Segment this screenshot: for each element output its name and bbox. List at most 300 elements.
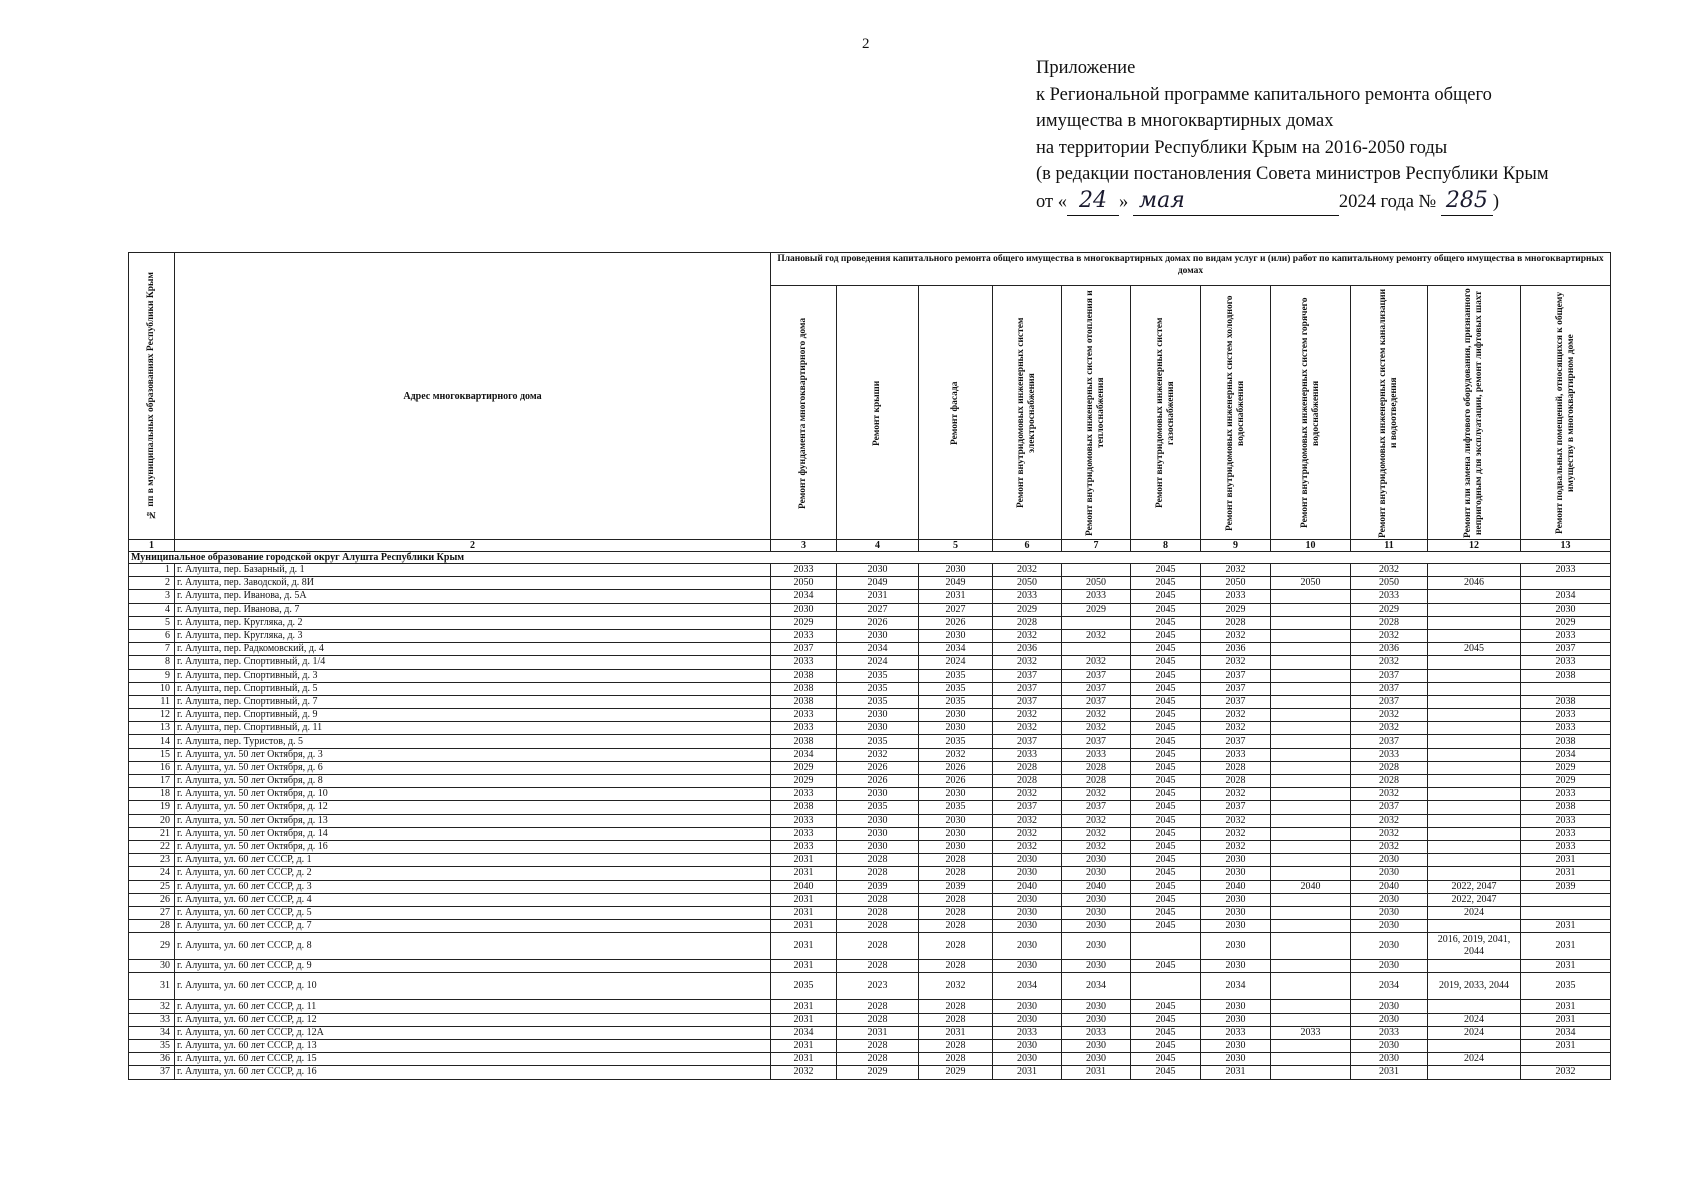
column-number: 13 [1521,540,1611,552]
page-number: 2 [862,36,870,52]
year-cell: 2030 [1351,867,1428,880]
year-cell: 2028 [919,960,993,973]
year-cell: 2035 [837,695,919,708]
year-cell [1271,893,1351,906]
table-row [129,827,1611,840]
table-row [129,1000,1611,1013]
year-cell [1428,656,1521,669]
year-cell: 2037 [1062,735,1131,748]
year-cell: 2031 [1521,1013,1611,1026]
column-number: 11 [1351,540,1428,552]
year-cell: 2024 [837,656,919,669]
year-cell: 2030 [919,629,993,642]
date-prefix: от « [1036,191,1067,212]
year-cell: 2032 [1351,564,1428,577]
year-cell: 2030 [919,840,993,853]
year-cell: 2031 [771,920,837,933]
year-cell: 2040 [771,880,837,893]
year-cell [1521,893,1611,906]
row-number: 24 [129,867,175,880]
table-row [129,748,1611,761]
address-cell: г. Алушта, ул. 60 лет СССР, д. 11 [175,1000,771,1013]
year-cell: 2030 [919,827,993,840]
address-cell: г. Алушта, пер. Кругляка, д. 3 [175,629,771,642]
row-number: 36 [129,1053,175,1066]
work-header: Ремонт внутридомовых инженерных систем горячего водоснабжения [1271,286,1351,540]
year-cell: 2031 [1521,1000,1611,1013]
year-cell: 2028 [837,893,919,906]
year-cell: 2032 [993,840,1062,853]
year-cell: 2039 [919,880,993,893]
plan-header: Плановый год проведения капитального ремонта общего имущества в многоквартирных домах по видам услуг и (или) работ по капитальному ремонту общего имущества в многоквартирных домах [771,253,1611,286]
address-cell: г. Алушта, ул. 60 лет СССР, д. 9 [175,960,771,973]
year-cell: 2050 [771,577,837,590]
address-cell: г. Алушта, ул. 60 лет СССР, д. 12 [175,1013,771,1026]
year-cell: 2045 [1131,1053,1201,1066]
year-cell: 2031 [1521,1040,1611,1053]
address-cell: г. Алушта, ул. 50 лет Октября, д. 10 [175,788,771,801]
year-cell: 2030 [837,564,919,577]
year-cell: 2037 [1201,735,1271,748]
year-cell [1271,564,1351,577]
year-cell: 2030 [1062,893,1131,906]
address-cell: г. Алушта, ул. 50 лет Октября, д. 14 [175,827,771,840]
year-cell: 2030 [837,788,919,801]
year-cell: 2037 [1201,682,1271,695]
address-cell: г. Алушта, ул. 60 лет СССР, д. 10 [175,973,771,1000]
table-row [129,880,1611,893]
address-cell: г. Алушта, ул. 60 лет СССР, д. 4 [175,893,771,906]
year-cell [1271,1053,1351,1066]
year-cell: 2039 [1521,880,1611,893]
header-line: на территории Республики Крым на 2016-2050 годы [1036,137,1448,158]
year-cell: 2031 [771,854,837,867]
year-cell [1271,709,1351,722]
year-cell: 2023 [837,973,919,1000]
year-cell: 2037 [993,695,1062,708]
year-cell: 2032 [993,788,1062,801]
year-cell: 2030 [1062,854,1131,867]
year-cell [1271,682,1351,695]
address-cell: г. Алушта, пер. Радкомовский, д. 4 [175,643,771,656]
year-cell: 2045 [1131,590,1201,603]
year-cell: 2030 [993,1013,1062,1026]
year-cell: 2045 [1131,960,1201,973]
year-cell [1271,669,1351,682]
year-cell [1271,1000,1351,1013]
column-number: 10 [1271,540,1351,552]
year-cell: 2030 [1062,1000,1131,1013]
year-cell: 2030 [993,960,1062,973]
year-cell [1428,564,1521,577]
year-cell: 2033 [1521,709,1611,722]
address-cell: г. Алушта, ул. 60 лет СССР, д. 2 [175,867,771,880]
year-cell: 2034 [771,590,837,603]
year-cell: 2030 [1201,1013,1271,1026]
year-cell: 2029 [1201,603,1271,616]
year-cell: 2030 [1351,893,1428,906]
year-cell: 2034 [919,643,993,656]
year-cell [1428,1066,1521,1079]
year-cell: 2031 [771,1053,837,1066]
year-cell [1428,788,1521,801]
year-cell [1521,577,1611,590]
year-cell: 2045 [1131,643,1201,656]
year-cell [1428,695,1521,708]
column-number: 4 [837,540,919,552]
year-cell: 2030 [1062,920,1131,933]
col-header-address: Адрес многоквартирного дома [175,253,771,540]
appendix-header [1036,55,1549,214]
year-cell: 2032 [1201,629,1271,642]
row-number: 28 [129,920,175,933]
year-cell: 2037 [1062,682,1131,695]
year-cell: 2030 [1201,920,1271,933]
table-row [129,722,1611,735]
year-cell: 2034 [1521,590,1611,603]
work-header: Ремонт фундамента многоквартирного дома [771,286,837,540]
row-number: 32 [129,1000,175,1013]
header-line: имущества в многоквартирных домах [1036,111,1334,131]
year-cell: 2028 [1351,775,1428,788]
year-cell: 2038 [771,735,837,748]
year-cell [1428,1000,1521,1013]
table-row [129,603,1611,616]
year-cell [1428,748,1521,761]
address-cell: г. Алушта, пер. Спортивный, д. 11 [175,722,771,735]
year-cell: 2033 [993,1026,1062,1039]
year-cell [1428,629,1521,642]
table-row [129,854,1611,867]
table-row [129,1066,1611,1079]
year-cell: 2035 [837,801,919,814]
row-number: 16 [129,761,175,774]
year-cell: 2034 [1351,973,1428,1000]
work-header: Ремонт внутридомовых инженерных систем газоснабжения [1131,286,1201,540]
year-cell [1428,827,1521,840]
year-cell [1428,735,1521,748]
year-cell: 2045 [1131,775,1201,788]
year-cell: 2038 [1521,669,1611,682]
year-cell: 2030 [993,1053,1062,1066]
year-cell: 2036 [993,643,1062,656]
year-cell: 2028 [919,1040,993,1053]
address-cell: г. Алушта, пер. Спортивный, д. 5 [175,682,771,695]
row-number: 13 [129,722,175,735]
year-cell [1271,788,1351,801]
table-row [129,775,1611,788]
year-cell: 2030 [1062,1013,1131,1026]
address-cell: г. Алушта, ул. 50 лет Октября, д. 12 [175,801,771,814]
year-cell: 2038 [1521,695,1611,708]
year-cell: 2028 [1351,761,1428,774]
year-cell [1271,840,1351,853]
year-cell: 2028 [919,906,993,919]
year-cell: 2035 [919,695,993,708]
year-cell: 2024 [919,656,993,669]
year-cell: 2028 [993,761,1062,774]
year-cell: 2028 [1062,775,1131,788]
year-cell: 2033 [1201,1026,1271,1039]
year-cell: 2037 [1062,801,1131,814]
year-cell: 2040 [1062,880,1131,893]
row-number: 15 [129,748,175,761]
table-row [129,1013,1611,1026]
year-cell: 2045 [1131,814,1201,827]
year-cell: 2032 [1351,709,1428,722]
year-cell: 2040 [1201,880,1271,893]
row-number: 34 [129,1026,175,1039]
year-cell: 2037 [1062,695,1131,708]
work-header: Ремонт или замена лифтового оборудования, признанного непригодным для эксплуатации, ремонт лифтовых шахт [1428,286,1521,540]
year-cell: 2031 [771,906,837,919]
year-cell: 2032 [771,1066,837,1079]
address-cell: г. Алушта, пер. Иванова, д. 7 [175,603,771,616]
table-row [129,682,1611,695]
year-cell: 2045 [1131,761,1201,774]
year-cell [1271,748,1351,761]
year-cell: 2033 [1062,748,1131,761]
address-cell: г. Алушта, пер. Спортивный, д. 3 [175,669,771,682]
year-cell: 2028 [993,775,1062,788]
year-cell: 2037 [1351,682,1428,695]
address-cell: г. Алушта, ул. 60 лет СССР, д. 5 [175,906,771,919]
address-cell: г. Алушта, ул. 50 лет Октября, д. 13 [175,814,771,827]
year-cell [1271,801,1351,814]
year-cell: 2033 [771,564,837,577]
year-cell [1271,695,1351,708]
year-cell: 2037 [993,682,1062,695]
year-cell [1271,933,1351,960]
year-cell: 2032 [1351,656,1428,669]
year-cell: 2030 [1062,906,1131,919]
year-cell: 2030 [1201,854,1271,867]
year-cell: 2022, 2047 [1428,880,1521,893]
year-cell: 2032 [1062,827,1131,840]
year-cell: 2030 [837,840,919,853]
year-cell: 2045 [1131,854,1201,867]
year-cell: 2045 [1131,735,1201,748]
date-year: 2024 года № [1338,191,1437,212]
row-number: 21 [129,827,175,840]
year-cell [1428,722,1521,735]
year-cell [1428,590,1521,603]
work-header: Ремонт внутридомовых инженерных систем электроснабжения [993,286,1062,540]
year-cell: 2028 [1351,616,1428,629]
year-cell: 2031 [771,893,837,906]
year-cell: 2033 [1521,814,1611,827]
table-row [129,616,1611,629]
year-cell: 2030 [993,1040,1062,1053]
year-cell: 2026 [919,775,993,788]
year-cell: 2029 [919,1066,993,1079]
year-cell: 2030 [1062,960,1131,973]
row-number: 9 [129,669,175,682]
row-number: 22 [129,840,175,853]
year-cell: 2032 [1521,1066,1611,1079]
year-cell: 2029 [1521,775,1611,788]
year-cell: 2040 [1351,880,1428,893]
col-header-number: № пп в муниципальных образованиях Республики Крым [129,253,175,540]
year-cell: 2027 [919,603,993,616]
year-cell: 2016, 2019, 2041, 2044 [1428,933,1521,960]
year-cell: 2028 [1201,616,1271,629]
year-cell: 2033 [1062,1026,1131,1039]
row-number: 19 [129,801,175,814]
year-cell: 2037 [1201,669,1271,682]
year-cell: 2034 [1062,973,1131,1000]
table-row [129,867,1611,880]
year-cell: 2032 [993,629,1062,642]
year-cell: 2045 [1131,1026,1201,1039]
year-cell: 2028 [919,920,993,933]
year-cell: 2032 [1351,629,1428,642]
year-cell: 2045 [1131,577,1201,590]
year-cell: 2030 [993,867,1062,880]
year-cell: 2032 [1062,722,1131,735]
year-cell: 2030 [919,709,993,722]
year-cell: 2030 [1201,906,1271,919]
column-number: 8 [1131,540,1201,552]
row-number: 26 [129,893,175,906]
row-number: 29 [129,933,175,960]
year-cell: 2045 [1131,880,1201,893]
year-cell: 2031 [993,1066,1062,1079]
year-cell [1428,775,1521,788]
table-row [129,933,1611,960]
year-cell: 2039 [837,880,919,893]
year-cell: 2032 [1062,709,1131,722]
year-cell: 2033 [1521,722,1611,735]
year-cell [1428,801,1521,814]
year-cell: 2032 [1201,722,1271,735]
row-number: 31 [129,973,175,1000]
row-number: 10 [129,682,175,695]
year-cell: 2040 [1271,880,1351,893]
year-cell: 2030 [993,854,1062,867]
year-cell [1131,973,1201,1000]
year-cell [1271,775,1351,788]
work-header: Ремонт внутридомовых инженерных систем канализации и водоотведения [1351,286,1428,540]
year-cell [1271,735,1351,748]
year-cell: 2033 [993,590,1062,603]
year-cell: 2030 [837,629,919,642]
year-cell: 2045 [1131,603,1201,616]
column-number: 1 [129,540,175,552]
table-row [129,669,1611,682]
year-cell: 2037 [993,669,1062,682]
year-cell: 2034 [837,643,919,656]
address-cell: г. Алушта, ул. 60 лет СССР, д. 12А [175,1026,771,1039]
year-cell [1271,590,1351,603]
work-header: Ремонт внутридомовых инженерных систем отопления и теплоснабжения [1062,286,1131,540]
year-cell: 2033 [993,748,1062,761]
year-cell: 2045 [1131,788,1201,801]
address-cell: г. Алушта, пер. Спортивный, д. 1/4 [175,656,771,669]
year-cell: 2035 [919,682,993,695]
address-cell: г. Алушта, пер. Базарный, д. 1 [175,564,771,577]
table-row [129,735,1611,748]
column-number: 12 [1428,540,1521,552]
table-row [129,788,1611,801]
year-cell: 2037 [1351,735,1428,748]
year-cell: 2031 [1521,867,1611,880]
year-cell: 2045 [1131,1000,1201,1013]
year-cell: 2032 [1201,788,1271,801]
row-number: 20 [129,814,175,827]
row-number: 27 [129,906,175,919]
year-cell: 2032 [1351,827,1428,840]
year-cell: 2037 [1062,669,1131,682]
year-cell: 2038 [771,801,837,814]
year-cell: 2030 [1351,960,1428,973]
address-cell: г. Алушта, пер. Спортивный, д. 7 [175,695,771,708]
row-number: 6 [129,629,175,642]
year-cell: 2045 [1131,801,1201,814]
year-cell [1428,603,1521,616]
year-cell: 2028 [837,1013,919,1026]
year-cell: 2037 [1201,801,1271,814]
capital-repair-table [128,252,1611,1080]
year-cell: 2035 [919,801,993,814]
year-cell: 2030 [1351,906,1428,919]
year-cell: 2030 [1201,933,1271,960]
year-cell: 2026 [919,616,993,629]
year-cell: 2028 [919,1053,993,1066]
year-cell: 2030 [993,933,1062,960]
year-cell: 2030 [837,814,919,827]
year-cell: 2024 [1428,1026,1521,1039]
table-row [129,960,1611,973]
year-cell: 2030 [1351,1040,1428,1053]
year-cell [1428,669,1521,682]
address-cell: г. Алушта, ул. 50 лет Октября, д. 16 [175,840,771,853]
year-cell: 2030 [837,827,919,840]
header-line: Приложение [1036,58,1136,78]
table-row [129,1053,1611,1066]
year-cell [1428,1040,1521,1053]
year-cell: 2032 [1062,629,1131,642]
year-cell: 2045 [1131,827,1201,840]
table-row [129,920,1611,933]
year-cell: 2028 [837,1000,919,1013]
year-cell: 2031 [771,1013,837,1026]
year-cell: 2037 [993,801,1062,814]
year-cell: 2032 [1062,814,1131,827]
year-cell: 2024 [1428,1013,1521,1026]
year-cell: 2033 [1521,788,1611,801]
table-row [129,814,1611,827]
year-cell: 2037 [1351,695,1428,708]
year-cell: 2032 [1201,840,1271,853]
table-row [129,709,1611,722]
year-cell: 2028 [919,1013,993,1026]
year-cell: 2045 [1131,656,1201,669]
year-cell [1271,761,1351,774]
year-cell [1271,1066,1351,1079]
handwritten-number: 285 [1445,187,1488,213]
year-cell: 2033 [1201,590,1271,603]
year-cell: 2045 [1131,669,1201,682]
header-line: (в редакции постановления Совета министров Республики Крым [1036,164,1549,184]
table-row [129,564,1611,577]
year-cell: 2036 [1351,643,1428,656]
year-cell [1271,867,1351,880]
year-cell: 2038 [771,695,837,708]
year-cell [1271,1040,1351,1053]
year-cell: 2031 [771,960,837,973]
year-cell: 2034 [1521,1026,1611,1039]
